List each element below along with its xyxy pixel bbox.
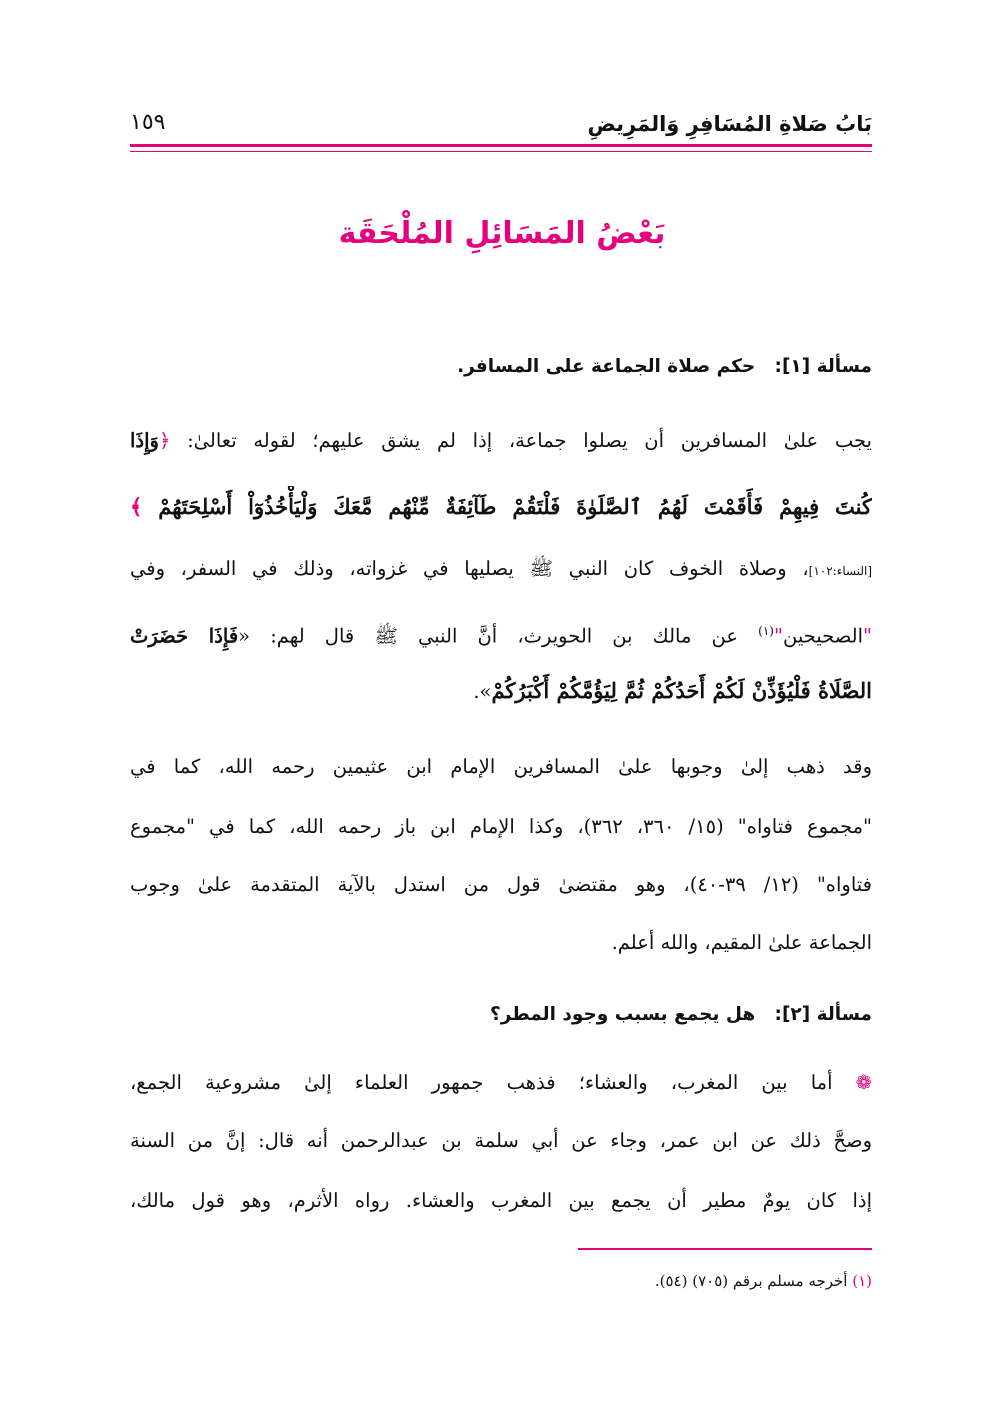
header-rule-thick: [130, 144, 872, 147]
q2-line-2: وصحَّ ذلك عن ابن عمر، وجاء عن أبي سلمة بن عبدالرحمن أنه قال: إنَّ من السنة: [130, 1129, 872, 1152]
footnote-text: أخرجه مسلم برقم (٧٠٥) (٥٤).: [654, 1272, 848, 1290]
section-title: بَعْضُ المَسَائِلِ المُلْحَقَة: [338, 216, 666, 251]
q1-line-1: [130, 420, 872, 462]
p2-line-1: وقد ذهب إلىٰ وجوبها علىٰ المسافرين الإمام ابن عثيمين رحمه الله، كما في: [130, 755, 872, 778]
q1-line-1-text: يجب علىٰ المسافرين أن يصلوا جماعة، إذا لم يشق عليهم؛ لقوله تعالىٰ:: [170, 429, 872, 452]
q1-line-3-text: ، وصلاة الخوف كان النبي ﷺ يصليها في غزواته، وذلك في السفر، وفي: [130, 557, 809, 580]
page-number: ١٥٩: [130, 110, 166, 135]
header-rule-thin: [130, 151, 872, 152]
quran-open-ornament: ﴿: [158, 429, 171, 452]
q1-line-2: [130, 486, 872, 528]
hadith-text-start: فَإِذَا حَضَرَتْ: [130, 624, 239, 648]
footnote: [655, 1272, 872, 1290]
footnote-rule: [578, 1248, 872, 1250]
quran-close-ornament: ﴾: [130, 494, 143, 519]
question-2-label: مسألة [٢]:: [774, 1004, 872, 1025]
q1-line-4: [130, 610, 872, 652]
quran-verse: كُنتَ فِيهِمْ فَأَقَمْتَ لَهُمُ ٱلصَّلَوٰةَ فَلْتَقُمْ طَآئِفَةٌ مِّنْهُم مَّعَكَ وَلْيَأْخُذُوٓاْ أَسْلِحَتَهُمْ: [158, 494, 872, 519]
q2-line-1: [130, 1062, 872, 1104]
p2-line-4: الجماعة علىٰ المقيم، والله أعلم.: [611, 931, 872, 954]
quote-mark: ": [773, 624, 783, 648]
quran-verse-start: وَإِذَا: [130, 429, 159, 452]
q2-line-3: إذا كان يومٌ مطير أن يجمع بين المغرب والعشاء. رواه الأثرم، وهو قول مالك،: [130, 1189, 872, 1212]
question-2-heading: [490, 1004, 872, 1025]
q1-line-3: [130, 548, 872, 590]
book-name: الصحيحين: [782, 624, 864, 648]
hadith-close: ».: [473, 680, 492, 703]
p2-line-3: فتاواه" (١٢/ ٣٩-٤٠)، وهو مقتضىٰ قول من استدل بالآية المتقدمة علىٰ وجوب: [130, 873, 872, 896]
page-header: [130, 108, 872, 148]
q1-line-5: [130, 670, 872, 712]
quote-mark: ": [863, 624, 872, 648]
question-1-label: مسألة [١]:: [774, 356, 872, 377]
chapter-title: بَابُ صَلاةِ المُسَافِرِ وَالمَرِيضِ: [587, 112, 872, 136]
question-1-title: حكم صلاة الجماعة على المسافر.: [457, 356, 756, 377]
q1-line-4-text: عن مالك بن الحويرث، أنَّ النبي ﷺ قال لهم: «: [238, 624, 759, 648]
question-1-heading: [457, 356, 872, 377]
question-2-title: هل يجمع بسبب وجود المطر؟: [489, 1004, 756, 1025]
footnote-marker[interactable]: (١): [758, 624, 774, 638]
hadith-text: الصَّلَاةُ فَلْيُؤَذِّنْ لَكُمْ أَحَدُكُمْ ثُمَّ لِيَؤُمَّكُمْ أَكْبَرُكُمْ: [491, 678, 872, 703]
flower-bullet-icon: ❁: [855, 1071, 872, 1094]
p2-line-2: "مجموع فتاواه" (١٥/ ٣٦٠، ٣٦٢)، وكذا الإمام ابن باز رحمه الله، كما في "مجموع: [130, 815, 872, 838]
q2-line-1-text: أما بين المغرب، والعشاء؛ فذهب جمهور العلماء إلىٰ مشروعية الجمع،: [130, 1071, 833, 1094]
footnote-number: (١): [852, 1272, 872, 1290]
quran-reference: [النساء:١٠٢]: [808, 564, 872, 578]
